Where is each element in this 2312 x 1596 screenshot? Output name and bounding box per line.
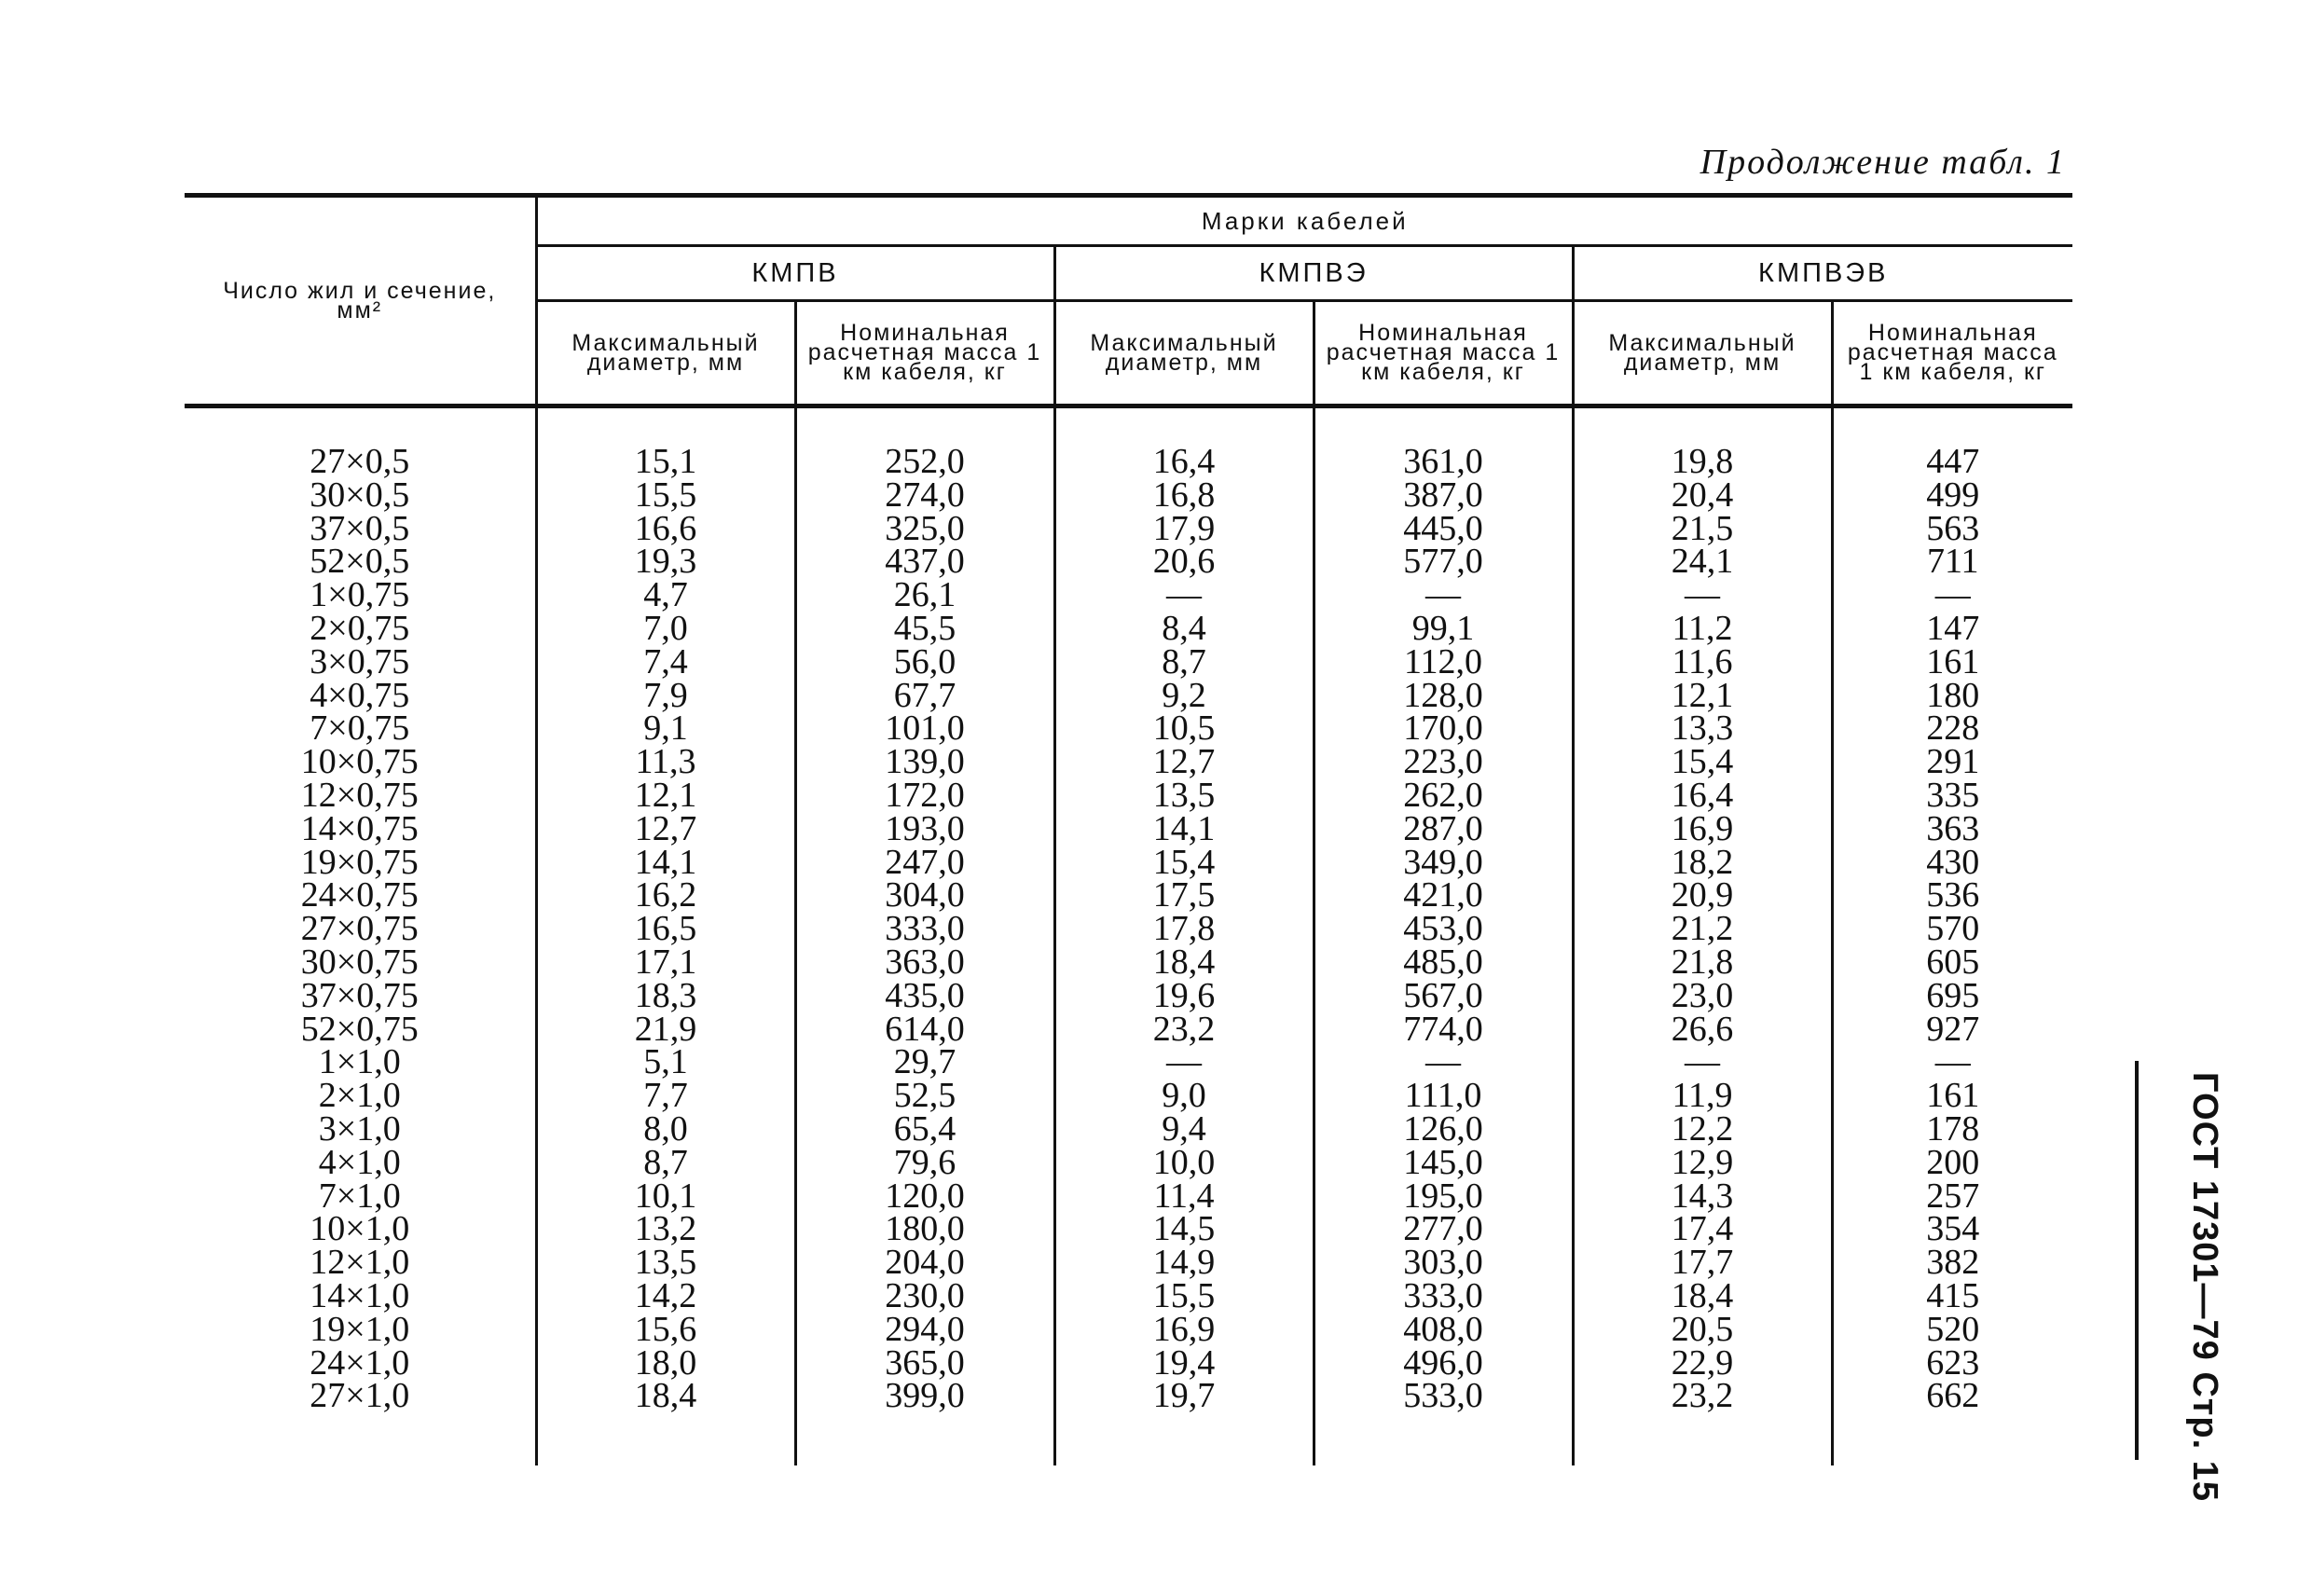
row-header: Число жил и сечение, мм² <box>223 277 497 323</box>
diameter-cell: 11,2 <box>1573 612 1832 646</box>
conductor-cell: 27×0,5 <box>310 442 410 481</box>
mass-cell: 927 <box>1832 1013 2072 1047</box>
conductor-cell: 37×0,75 <box>300 975 419 1015</box>
table-row <box>185 1147 2072 1180</box>
diameter-cell: 17,5 <box>1054 879 1314 913</box>
mass-header: Номинальная расчетная масса 1 км кабеля, кг <box>795 301 1054 405</box>
mass-cell: 695 <box>1832 980 2072 1013</box>
diameter-cell: 20,4 <box>1573 479 1832 513</box>
diameter-cell: 15,5 <box>1054 1280 1314 1314</box>
diameter-cell: 22,9 <box>1573 1347 1832 1381</box>
diameter-cell: 11,6 <box>1573 646 1832 680</box>
mass-cell: 349,0 <box>1314 846 1573 880</box>
diameter-cell: 17,7 <box>1573 1246 1832 1280</box>
diameter-cell: 12,7 <box>1054 746 1314 779</box>
table-row <box>185 1113 2072 1147</box>
diameter-cell: 4,7 <box>536 579 795 612</box>
diameter-cell: 16,5 <box>536 913 795 946</box>
table-row <box>185 1013 2072 1047</box>
diameter-cell: 18,4 <box>536 1380 795 1465</box>
table-row <box>185 1213 2072 1246</box>
mass-cell: 361,0 <box>1314 406 1573 479</box>
cable-table <box>185 193 2072 1465</box>
mass-cell: 520 <box>1832 1314 2072 1347</box>
brands-header: Марки кабелей <box>536 198 2072 246</box>
diameter-cell: 19,3 <box>536 545 795 579</box>
mass-cell: 111,0 <box>1314 1080 1573 1113</box>
mass-cell: 200 <box>1832 1147 2072 1180</box>
mass-cell: 577,0 <box>1314 545 1573 579</box>
conductor-cell: 4×1,0 <box>318 1142 401 1182</box>
mass-cell: 662 <box>1832 1380 2072 1465</box>
conductor-cell: 10×1,0 <box>310 1209 410 1249</box>
conductor-cell: 7×1,0 <box>318 1176 401 1216</box>
mass-cell: 161 <box>1832 646 2072 680</box>
mass-cell: 435,0 <box>795 980 1054 1013</box>
mass-cell: 325,0 <box>795 513 1054 546</box>
diameter-cell: 14,1 <box>536 846 795 880</box>
conductor-cell: 52×0,75 <box>300 1009 419 1049</box>
mass-cell: 437,0 <box>795 545 1054 579</box>
mass-cell: 67,7 <box>795 680 1054 713</box>
mass-cell: 387,0 <box>1314 479 1573 513</box>
diameter-cell: 19,6 <box>1054 980 1314 1013</box>
mass-cell: 453,0 <box>1314 913 1573 946</box>
conductor-cell: 3×1,0 <box>318 1108 401 1149</box>
conductor-cell: 2×1,0 <box>318 1076 401 1116</box>
mass-cell: 570 <box>1832 913 2072 946</box>
diameter-cell: 7,4 <box>536 646 795 680</box>
mass-cell: 247,0 <box>795 846 1054 880</box>
mass-cell: 536 <box>1832 879 2072 913</box>
mass-cell: 230,0 <box>795 1280 1054 1314</box>
mass-cell: 774,0 <box>1314 1013 1573 1047</box>
diameter-cell: 26,6 <box>1573 1013 1832 1047</box>
table-row <box>185 913 2072 946</box>
diameter-cell: 17,9 <box>1054 513 1314 546</box>
diameter-cell: 17,8 <box>1054 913 1314 946</box>
diameter-cell: 8,4 <box>1054 612 1314 646</box>
table-row <box>185 1180 2072 1214</box>
mass-cell: 563 <box>1832 513 2072 546</box>
table-row <box>185 779 2072 813</box>
mass-cell: 161 <box>1832 1080 2072 1113</box>
table-row <box>185 746 2072 779</box>
page-side-label: ГОСТ 17301—79 Стр. 15 <box>2185 1072 2224 1503</box>
table-row <box>185 712 2072 746</box>
mass-cell: 415 <box>1832 1280 2072 1314</box>
diameter-cell: 24,1 <box>1573 545 1832 579</box>
side-rule <box>2135 1061 2139 1460</box>
diameter-cell: 21,5 <box>1573 513 1832 546</box>
diameter-cell: 23,0 <box>1573 980 1832 1013</box>
mass-cell: 26,1 <box>795 579 1054 612</box>
diameter-cell: 14,1 <box>1054 813 1314 846</box>
conductor-cell: 2×0,75 <box>310 608 410 648</box>
conductor-cell: 27×1,0 <box>310 1376 410 1416</box>
mass-cell: 147 <box>1832 612 2072 646</box>
mass-cell: 120,0 <box>795 1180 1054 1214</box>
table-row <box>185 813 2072 846</box>
diameter-cell: — <box>1054 1046 1314 1080</box>
diameter-cell: 9,4 <box>1054 1113 1314 1147</box>
conductor-cell: 4×0,75 <box>310 675 410 715</box>
diameter-cell: 9,2 <box>1054 680 1314 713</box>
diameter-cell: 11,9 <box>1573 1080 1832 1113</box>
diameter-cell: 18,0 <box>536 1347 795 1381</box>
mass-cell: — <box>1832 1046 2072 1080</box>
conductor-cell: 52×0,5 <box>310 542 410 582</box>
diameter-cell: 13,2 <box>536 1213 795 1246</box>
conductor-cell: 12×1,0 <box>310 1243 410 1283</box>
diameter-cell: 11,4 <box>1054 1180 1314 1214</box>
diameter-cell: 13,5 <box>1054 779 1314 813</box>
diameter-cell: 17,4 <box>1573 1213 1832 1246</box>
mass-cell: 65,4 <box>795 1113 1054 1147</box>
mass-cell: 172,0 <box>795 779 1054 813</box>
diameter-cell: 16,8 <box>1054 479 1314 513</box>
mass-cell: 45,5 <box>795 612 1054 646</box>
mass-cell: 252,0 <box>795 406 1054 479</box>
mass-cell: 365,0 <box>795 1347 1054 1381</box>
conductor-cell: 27×0,75 <box>300 909 419 949</box>
mark-header: КМПВ <box>536 246 1054 301</box>
conductor-cell: 19×1,0 <box>310 1309 410 1349</box>
diameter-cell: 10,5 <box>1054 712 1314 746</box>
table-row <box>185 879 2072 913</box>
diameter-cell: 16,9 <box>1573 813 1832 846</box>
mass-cell: 195,0 <box>1314 1180 1573 1214</box>
table-row <box>185 545 2072 579</box>
diameter-cell: 19,7 <box>1054 1380 1314 1465</box>
mass-cell: 605 <box>1832 946 2072 980</box>
conductor-cell: 12×0,75 <box>300 775 419 815</box>
diameter-cell: 12,1 <box>1573 680 1832 713</box>
diameter-cell: 20,6 <box>1054 545 1314 579</box>
mass-cell: 294,0 <box>795 1314 1054 1347</box>
mass-cell: 399,0 <box>795 1380 1054 1465</box>
mass-cell: 485,0 <box>1314 946 1573 980</box>
diameter-cell: 11,3 <box>536 746 795 779</box>
table-row <box>185 1080 2072 1113</box>
mass-cell: 274,0 <box>795 479 1054 513</box>
mass-cell: 29,7 <box>795 1046 1054 1080</box>
mass-cell: 408,0 <box>1314 1314 1573 1347</box>
diameter-cell: 13,3 <box>1573 712 1832 746</box>
mass-cell: 499 <box>1832 479 2072 513</box>
mass-cell: 178 <box>1832 1113 2072 1147</box>
diameter-cell: — <box>1054 579 1314 612</box>
diameter-cell: 15,6 <box>536 1314 795 1347</box>
table-row <box>185 1380 2072 1465</box>
diameter-cell: 7,0 <box>536 612 795 646</box>
table-row <box>185 1046 2072 1080</box>
diameter-cell: 20,9 <box>1573 879 1832 913</box>
data-table <box>185 198 2072 1465</box>
mass-cell: 180 <box>1832 680 2072 713</box>
diameter-header: Максимальный диаметр, мм <box>1573 301 1832 405</box>
diameter-cell: 21,9 <box>536 1013 795 1047</box>
mass-cell: 193,0 <box>795 813 1054 846</box>
table-row <box>185 980 2072 1013</box>
mass-cell: 363,0 <box>795 946 1054 980</box>
mass-cell: 223,0 <box>1314 746 1573 779</box>
diameter-cell: 20,5 <box>1573 1314 1832 1347</box>
mass-cell: 303,0 <box>1314 1246 1573 1280</box>
mass-cell: 262,0 <box>1314 779 1573 813</box>
table-row <box>185 579 2072 612</box>
mass-cell: — <box>1314 1046 1573 1080</box>
diameter-cell: 16,2 <box>536 879 795 913</box>
mass-cell: 287,0 <box>1314 813 1573 846</box>
diameter-cell: 8,7 <box>536 1147 795 1180</box>
diameter-cell: 7,7 <box>536 1080 795 1113</box>
mass-cell: 447 <box>1832 406 2072 479</box>
conductor-cell: 14×1,0 <box>310 1275 410 1315</box>
diameter-cell: 10,1 <box>536 1180 795 1214</box>
diameter-cell: 18,4 <box>1054 946 1314 980</box>
diameter-cell: 19,8 <box>1573 406 1832 479</box>
conductor-cell: 1×0,75 <box>310 575 410 615</box>
diameter-cell: 14,5 <box>1054 1213 1314 1246</box>
table-row <box>185 1246 2072 1280</box>
mass-cell: 567,0 <box>1314 980 1573 1013</box>
mass-cell: 382 <box>1832 1246 2072 1280</box>
mass-cell: 52,5 <box>795 1080 1054 1113</box>
table-row <box>185 1280 2072 1314</box>
diameter-cell: 15,4 <box>1573 746 1832 779</box>
diameter-cell: 5,1 <box>536 1046 795 1080</box>
mass-cell: 291 <box>1832 746 2072 779</box>
diameter-cell: 12,9 <box>1573 1147 1832 1180</box>
mass-cell: — <box>1832 579 2072 612</box>
diameter-cell: 16,4 <box>1054 406 1314 479</box>
diameter-cell: 16,6 <box>536 513 795 546</box>
diameter-cell: 12,2 <box>1573 1113 1832 1147</box>
mass-cell: 533,0 <box>1314 1380 1573 1465</box>
table-row <box>185 946 2072 980</box>
diameter-cell: 18,3 <box>536 980 795 1013</box>
mass-cell: 333,0 <box>795 913 1054 946</box>
diameter-cell: 10,0 <box>1054 1147 1314 1180</box>
mass-cell: 445,0 <box>1314 513 1573 546</box>
diameter-cell: — <box>1573 579 1832 612</box>
diameter-cell: 18,2 <box>1573 846 1832 880</box>
diameter-cell: 12,1 <box>536 779 795 813</box>
conductor-cell: 3×0,75 <box>310 641 410 681</box>
diameter-header: Максимальный диаметр, мм <box>536 301 795 405</box>
mass-cell: 257 <box>1832 1180 2072 1214</box>
mark-header: КМПВЭВ <box>1573 246 2072 301</box>
mass-cell: 170,0 <box>1314 712 1573 746</box>
mass-cell: 277,0 <box>1314 1213 1573 1246</box>
mass-cell: 333,0 <box>1314 1280 1573 1314</box>
diameter-cell: 21,2 <box>1573 913 1832 946</box>
conductor-cell: 24×0,75 <box>300 875 419 915</box>
mass-cell: 99,1 <box>1314 612 1573 646</box>
diameter-cell: 9,0 <box>1054 1080 1314 1113</box>
mass-cell: 421,0 <box>1314 879 1573 913</box>
mass-cell: 204,0 <box>795 1246 1054 1280</box>
mass-cell: 56,0 <box>795 646 1054 680</box>
diameter-cell: 8,7 <box>1054 646 1314 680</box>
table-header <box>185 198 2072 406</box>
conductor-cell: 14×0,75 <box>300 808 419 848</box>
diameter-cell: 23,2 <box>1573 1380 1832 1465</box>
mass-cell: 363 <box>1832 813 2072 846</box>
diameter-cell: 19,4 <box>1054 1347 1314 1381</box>
table-row <box>185 479 2072 513</box>
mass-cell: — <box>1314 579 1573 612</box>
diameter-cell: — <box>1573 1046 1832 1080</box>
mass-cell: 139,0 <box>795 746 1054 779</box>
table-caption: Продолжение табл. 1 <box>1700 143 2066 182</box>
table-row <box>185 680 2072 713</box>
mass-cell: 126,0 <box>1314 1113 1573 1147</box>
table-row <box>185 1347 2072 1381</box>
table-body <box>185 406 2072 1466</box>
diameter-cell: 15,1 <box>536 406 795 479</box>
mass-cell: 79,6 <box>795 1147 1054 1180</box>
table-row <box>185 612 2072 646</box>
mass-cell: 180,0 <box>795 1213 1054 1246</box>
diameter-cell: 7,9 <box>536 680 795 713</box>
mass-cell: 614,0 <box>795 1013 1054 1047</box>
mass-cell: 101,0 <box>795 712 1054 746</box>
conductor-cell: 24×1,0 <box>310 1342 410 1383</box>
diameter-cell: 15,5 <box>536 479 795 513</box>
mass-cell: 430 <box>1832 846 2072 880</box>
diameter-cell: 21,8 <box>1573 946 1832 980</box>
diameter-cell: 14,9 <box>1054 1246 1314 1280</box>
table-row <box>185 406 2072 479</box>
mark-header: КМПВЭ <box>1054 246 1573 301</box>
table-row <box>185 1314 2072 1347</box>
diameter-cell: 12,7 <box>536 813 795 846</box>
conductor-cell: 37×0,5 <box>310 508 410 548</box>
conductor-cell: 30×0,5 <box>310 475 410 515</box>
mass-cell: 112,0 <box>1314 646 1573 680</box>
diameter-cell: 9,1 <box>536 712 795 746</box>
mass-cell: 623 <box>1832 1347 2072 1381</box>
mass-cell: 145,0 <box>1314 1147 1573 1180</box>
diameter-cell: 16,4 <box>1573 779 1832 813</box>
table-row <box>185 513 2072 546</box>
diameter-cell: 8,0 <box>536 1113 795 1147</box>
mass-cell: 228 <box>1832 712 2072 746</box>
conductor-cell: 10×0,75 <box>300 742 419 782</box>
table-row <box>185 846 2072 880</box>
diameter-cell: 17,1 <box>536 946 795 980</box>
mass-cell: 354 <box>1832 1213 2072 1246</box>
mass-cell: 496,0 <box>1314 1347 1573 1381</box>
mass-cell: 128,0 <box>1314 680 1573 713</box>
mass-header: Номинальная расчетная масса 1 км кабеля, кг <box>1832 301 2072 405</box>
diameter-cell: 15,4 <box>1054 846 1314 880</box>
mass-header: Номинальная расчетная масса 1 км кабеля, кг <box>1314 301 1573 405</box>
conductor-cell: 19×0,75 <box>300 842 419 882</box>
table-row <box>185 646 2072 680</box>
conductor-cell: 30×0,75 <box>300 942 419 982</box>
conductor-cell: 7×0,75 <box>310 709 410 749</box>
diameter-cell: 13,5 <box>536 1246 795 1280</box>
diameter-cell: 14,3 <box>1573 1180 1832 1214</box>
mass-cell: 711 <box>1832 545 2072 579</box>
diameter-cell: 14,2 <box>536 1280 795 1314</box>
mass-cell: 304,0 <box>795 879 1054 913</box>
diameter-header: Максимальный диаметр, мм <box>1054 301 1314 405</box>
mass-cell: 335 <box>1832 779 2072 813</box>
diameter-cell: 16,9 <box>1054 1314 1314 1347</box>
diameter-cell: 23,2 <box>1054 1013 1314 1047</box>
conductor-cell: 1×1,0 <box>318 1042 401 1082</box>
diameter-cell: 18,4 <box>1573 1280 1832 1314</box>
